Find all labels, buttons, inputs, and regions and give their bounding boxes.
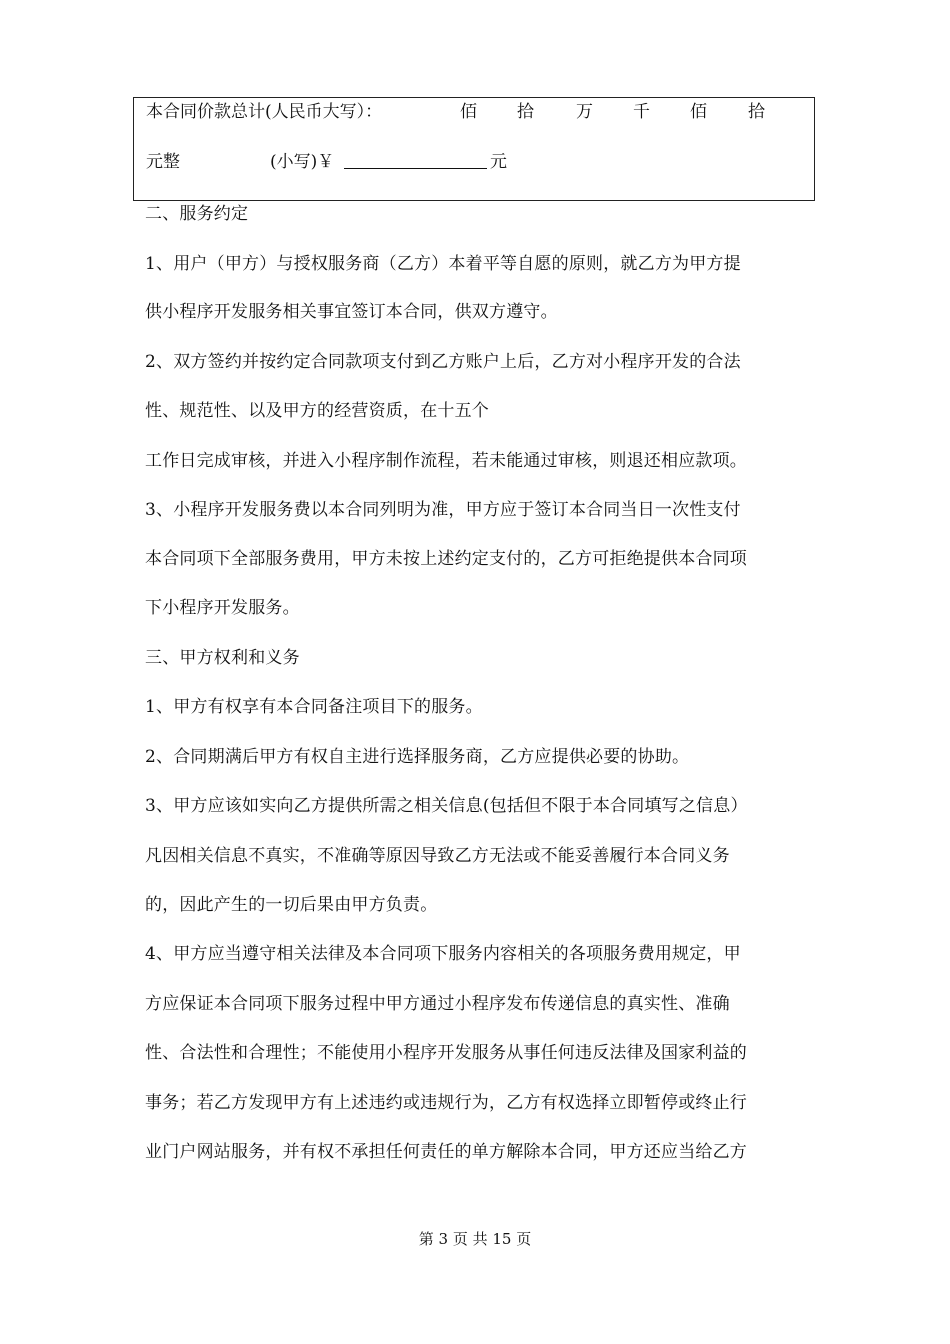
body-line: 的，因此产生的一切后果由甲方负责。: [145, 895, 438, 915]
yuan-suffix: 元: [490, 152, 507, 172]
body-line: 下小程序开发服务。: [145, 598, 300, 618]
body-line: 3、甲方应该如实向乙方提供所需之相关信息(包括但不限于本合同填写之信息）: [145, 796, 748, 816]
price-unit-wan: 万: [576, 102, 593, 122]
price-unit-shi-2: 拾: [748, 102, 765, 122]
price-unit-qian: 千: [633, 102, 650, 122]
section-heading-party-a-rights: 三、甲方权利和义务: [145, 648, 300, 668]
lowercase-amount-blank: [344, 150, 487, 174]
body-line: 供小程序开发服务相关事宜签订本合同，供双方遵守。: [145, 302, 558, 322]
price-total-label: 本合同价款总计(人民币大写）：: [146, 102, 383, 122]
section-heading-service-agreement: 二、服务约定: [145, 204, 249, 224]
body-line: 业门户网站服务，并有权不承担任何责任的单方解除本合同，甲方还应当给乙方: [145, 1142, 747, 1162]
body-line: 3、小程序开发服务费以本合同列明为准，甲方应于签订本合同当日一次性支付: [145, 500, 741, 520]
body-line: 1、用户（甲方）与授权服务商（乙方）本着平等自愿的原则，就乙方为甲方提: [145, 254, 741, 274]
body-line: 工作日完成审核，并进入小程序制作流程，若未能通过审核，则退还相应款项。: [145, 451, 747, 471]
body-line: 凡因相关信息不真实，不准确等原因导致乙方无法或不能妥善履行本合同义务: [145, 846, 730, 866]
body-line: 本合同项下全部服务费用，甲方未按上述约定支付的，乙方可拒绝提供本合同项: [145, 549, 747, 569]
body-line: 事务；若乙方发现甲方有上述违约或违规行为，乙方有权选择立即暂停或终止行: [145, 1093, 747, 1113]
body-line: 4、甲方应当遵守相关法律及本合同项下服务内容相关的各项服务费用规定，甲: [145, 944, 741, 964]
body-line: 性、合法性和合理性；不能使用小程序开发服务从事任何违反法律及国家利益的: [145, 1043, 747, 1063]
body-line: 方应保证本合同项下服务过程中甲方通过小程序发布传递信息的真实性、准确: [145, 994, 730, 1014]
price-unit-bai-1: 佰: [460, 102, 477, 122]
body-line: 2、双方签约并按约定合同款项支付到乙方账户上后，乙方对小程序开发的合法: [145, 352, 741, 372]
price-unit-bai-2: 佰: [690, 102, 707, 122]
contract-price-box: [133, 97, 815, 201]
body-line: 2、合同期满后甲方有权自主进行选择服务商，乙方应提供必要的协助。: [145, 747, 690, 767]
yuan-zheng-label: 元整: [146, 152, 180, 172]
page-number-footer: 第 3 页 共 15 页: [418, 1230, 532, 1248]
body-line: 性、规范性、以及甲方的经营资质，在十五个: [145, 401, 489, 421]
body-line: 1、甲方有权享有本合同备注项目下的服务。: [145, 697, 483, 717]
price-unit-shi-1: 拾: [517, 102, 534, 122]
lowercase-price-label: (小写)￥: [270, 152, 335, 172]
